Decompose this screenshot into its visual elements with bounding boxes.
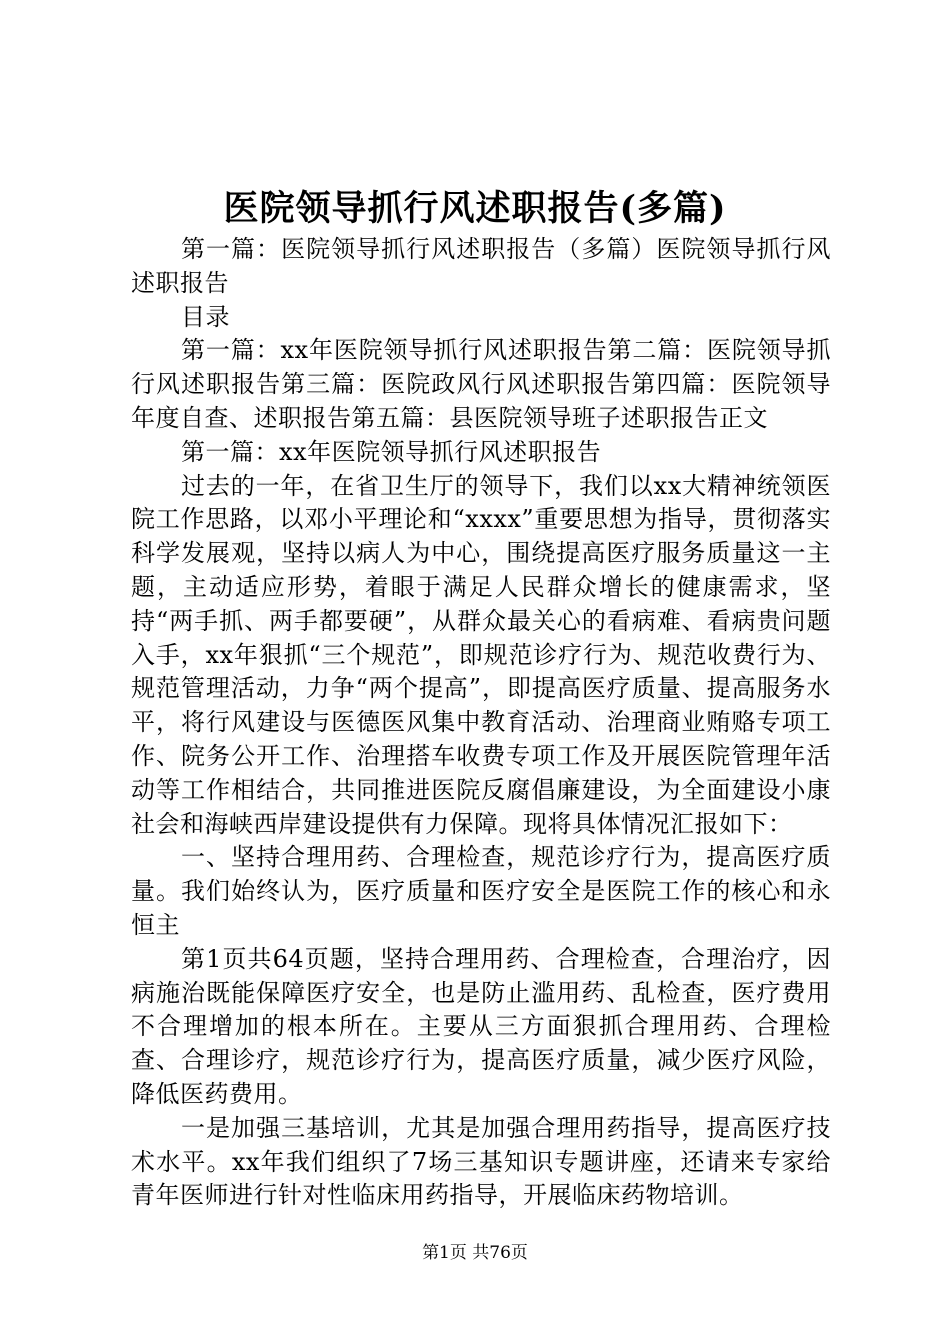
paragraph-toc-heading: 目录 <box>181 302 230 331</box>
paragraph-toc: 第一篇：xx年医院领导抓行风述职报告第二篇：医院领导抓行风述职报告第三篇：医院政风行风述职报告第四篇：医院领导年度自查、述职报告第五篇：县医院领导班子述职报告正文 <box>131 336 831 432</box>
paragraph-point-one-continued: 第1页共64页题，坚持合理用药、合理检查，合理治疗，因病施治既能保障医疗安全，也是防止滥用药、乱检查，医疗费用不合理增加的根本所在。主要从三方面狠抓合理用药、合理检查、合理诊疗，规范诊疗行为，提高医疗质量，减少医疗风险，降低医药费用。 <box>131 944 831 1108</box>
document-body <box>131 233 831 1213</box>
paragraph-section-heading: 第一篇：xx年医院领导抓行风述职报告 <box>181 437 602 466</box>
paragraph-overview: 过去的一年，在省卫生厅的领导下，我们以xx大精神统领医院工作思路，以邓小平理论和“xxxx”重要思想为指导，贯彻落实科学发展观，坚持以病人为中心，围绕提高医疗服务质量这一主题，主动适应形势，着眼于满足人民群众增长的健康需求，坚持“两手抓、两手都要硬”，从群众最关心的看病难、看病贵问题入手，xx年狠抓“三个规范”，即规范诊疗行为、规范收费行为、规范管理活动，力争“两个提高”，即提高医疗质量、提高服务水平，将行风建设与医德医风集中教育活动、治理商业贿赂专项工作、院务公开工作、治理搭车收费专项工作及开展医院管理年活动等工作相结合，共同推进医院反腐倡廉建设，为全面建设小康社会和海峡西岸建设提供有力保障。现将具体情况汇报如下： <box>131 471 831 838</box>
paragraph-point-one: 一、坚持合理用药、合理检查，规范诊疗行为，提高医疗质量。我们始终认为，医疗质量和医疗安全是医院工作的核心和永恒主 <box>131 843 831 939</box>
paragraph-training: 一是加强三基培训，尤其是加强合理用药指导，提高医疗技术水平。xx年我们组织了7场三基知识专题讲座，还请来专家给青年医师进行针对性临床用药指导，开展临床药物培训。 <box>131 1113 831 1210</box>
document-title: 医院领导抓行风述职报告(多篇) <box>223 188 727 229</box>
page-footer: 第1页 共76页 <box>422 1243 528 1263</box>
paragraph-intro: 第一篇：医院领导抓行风述职报告（多篇）医院领导抓行风述职报告 <box>131 235 831 297</box>
